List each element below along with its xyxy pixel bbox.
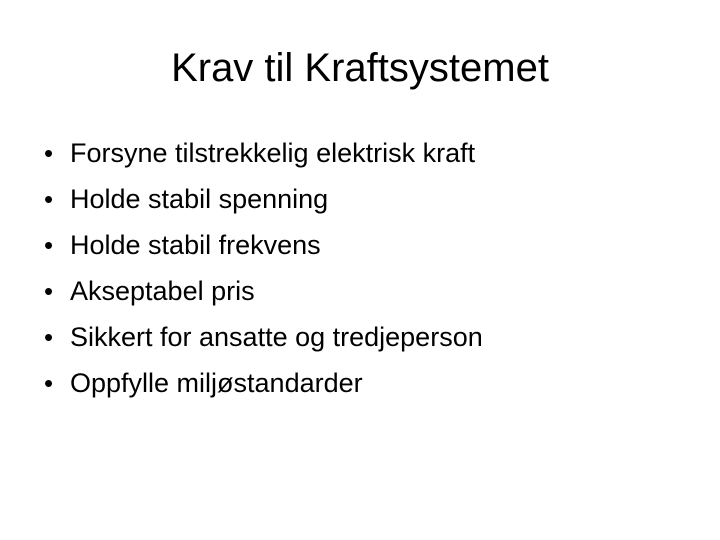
bullet-text: Forsyne tilstrekkelig elektrisk kraft bbox=[70, 138, 476, 168]
bullet-item bbox=[44, 360, 483, 406]
bullet-icon: • bbox=[44, 276, 54, 306]
slide-title: Krav til Kraftsystemet bbox=[171, 46, 549, 90]
bullet-text: Holde stabil frekvens bbox=[70, 230, 321, 260]
bullet-text: Holde stabil spenning bbox=[70, 184, 329, 214]
bullet-text: Sikkert for ansatte og tredjeperson bbox=[70, 322, 483, 352]
bullet-list bbox=[44, 130, 483, 406]
bullet-item bbox=[44, 314, 483, 360]
bullet-icon: • bbox=[44, 368, 54, 398]
bullet-icon: • bbox=[44, 322, 54, 352]
bullet-text: Akseptabel pris bbox=[70, 276, 255, 306]
bullet-text: Oppfylle miljøstandarder bbox=[70, 368, 363, 398]
bullet-item bbox=[44, 130, 483, 176]
bullet-icon: • bbox=[44, 138, 54, 168]
bullet-item bbox=[44, 222, 483, 268]
bullet-icon: • bbox=[44, 184, 54, 214]
bullet-icon: • bbox=[44, 230, 54, 260]
bullet-item bbox=[44, 268, 483, 314]
bullet-item bbox=[44, 176, 483, 222]
